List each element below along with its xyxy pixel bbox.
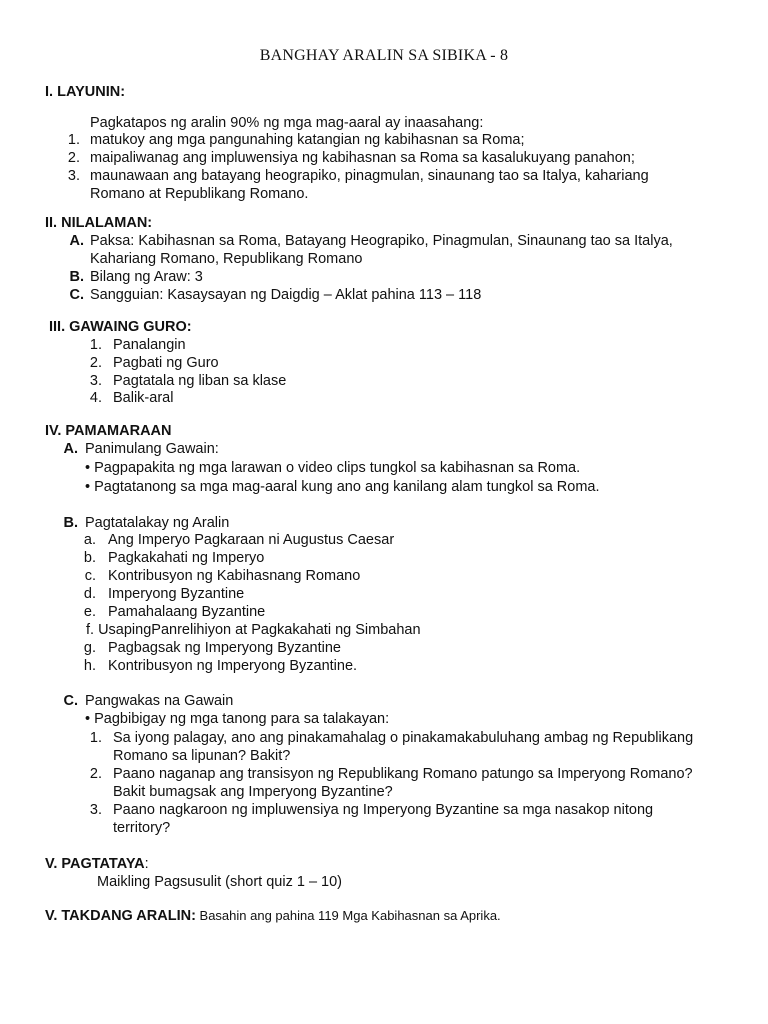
list-item-continued: Romano at Republikang Romano.	[90, 186, 309, 202]
list-number: 2.	[67, 150, 80, 166]
list-item: Paano naganap ang transisyon ng Republikang Romano patungo sa Imperyong Romano?	[113, 766, 693, 782]
list-item: Pagbagsak ng Imperyong Byzantine	[108, 640, 341, 656]
list-letter: h.	[83, 658, 96, 674]
list-item: f. UsapingPanrelihiyon at Pagkakahati ng Simbahan	[86, 622, 421, 638]
list-item: Sangguian: Kasaysayan ng Daigdig – Aklat pahina 113 – 118	[90, 287, 482, 303]
section-heading-takdang-aralin	[45, 907, 501, 925]
list-number: 3.	[67, 168, 80, 184]
section-heading-pagtataya-text: V. PAGTATAYA	[45, 856, 145, 872]
list-item: Sa iyong palagay, ano ang pinakamahalag o pinakamakabuluhang ambag ng Republikang	[113, 730, 694, 746]
list-item: Kontribusyon ng Imperyong Byzantine.	[108, 658, 358, 674]
bullet-item: • Pagtatanong sa mga mag-aaral kung ano ang kanilang alam tungkol sa Roma.	[85, 479, 600, 495]
list-number: 1.	[89, 337, 102, 353]
list-item: Paksa: Kabihasnan sa Roma, Batayang Heograpiko, Pinagmulan, Sinaunang tao sa Italya,	[90, 233, 673, 249]
list-item-continued: territory?	[113, 820, 171, 836]
subsection-label: Pangwakas na Gawain	[85, 693, 234, 709]
list-number: 1.	[89, 730, 102, 746]
list-item: Paano nagkaroon ng impluwensiya ng Imperyong Byzantine sa mga nasakop nitong	[113, 802, 654, 818]
subsection-label: Panimulang Gawain:	[85, 441, 219, 457]
bullet-item: • Pagbibigay ng mga tanong para sa talakayan:	[85, 711, 390, 727]
list-letter: b.	[83, 550, 96, 566]
section-heading-nilalaman: II. NILALAMAN:	[45, 215, 153, 231]
pagtataya-text: Maikling Pagsusulit (short quiz 1 – 10)	[97, 874, 343, 890]
document-title: BANGHAY ARALIN SA SIBIKA - 8	[259, 47, 509, 64]
list-letter: d.	[83, 586, 96, 602]
list-letter: a.	[83, 532, 96, 548]
list-letter: A.	[69, 233, 84, 249]
list-letter: e.	[83, 604, 96, 620]
list-item: Pamahalaang Byzantine	[108, 604, 266, 620]
list-number: 3.	[89, 802, 102, 818]
section-heading-takdang-aralin-text: V. TAKDANG ARALIN:	[45, 908, 196, 924]
bullet-item: • Pagpapakita ng mga larawan o video clips tungkol sa kabihasnan sa Roma.	[85, 460, 581, 476]
section-heading-layunin: I. LAYUNIN:	[45, 84, 126, 100]
list-letter: C.	[63, 693, 78, 709]
layunin-intro: Pagkatapos ng aralin 90% ng mga mag-aaral ay inaasahang:	[90, 115, 484, 131]
list-item: Bilang ng Araw: 3	[90, 269, 203, 285]
section-heading-gawaing-guro: III. GAWAING GURO:	[49, 319, 192, 335]
section-heading-pamamaraan: IV. PAMAMARAAN	[45, 423, 172, 439]
list-item: Imperyong Byzantine	[108, 586, 245, 602]
list-letter: B.	[63, 515, 78, 531]
list-item: maunawaan ang batayang heograpiko, pinagmulan, sinaunang tao sa Italya, kahariang	[90, 168, 649, 184]
list-item-continued: Kahariang Romano, Republikang Romano	[90, 251, 363, 267]
list-item: Pagtatala ng liban sa klase	[113, 373, 287, 389]
list-number: 2.	[89, 766, 102, 782]
list-item: Kontribusyon ng Kabihasnang Romano	[108, 568, 361, 584]
list-item: Pagkakahati ng Imperyo	[108, 550, 265, 566]
list-item-continued: Romano sa lipunan? Bakit?	[113, 748, 291, 764]
list-item: Balik-aral	[113, 390, 174, 406]
list-letter: B.	[69, 269, 84, 285]
list-item: Pagbati ng Guro	[113, 355, 219, 371]
list-number: 1.	[67, 132, 80, 148]
list-number: 3.	[89, 373, 102, 389]
list-item: Panalangin	[113, 337, 186, 353]
list-item-continued: Bakit bumagsak ang Imperyong Byzantine?	[113, 784, 393, 800]
heading-colon: :	[144, 856, 149, 872]
list-number: 2.	[89, 355, 102, 371]
list-letter: g.	[83, 640, 96, 656]
list-item: Ang Imperyo Pagkaraan ni Augustus Caesar	[108, 532, 395, 548]
subsection-label: Pagtatalakay ng Aralin	[85, 515, 230, 531]
list-item: maipaliwanag ang impluwensiya ng kabihasnan sa Roma sa kasalukuyang panahon;	[90, 150, 635, 166]
list-letter: c.	[84, 568, 96, 584]
list-item: matukoy ang mga pangunahing katangian ng kabihasnan sa Roma;	[90, 132, 525, 148]
list-letter: C.	[69, 287, 84, 303]
list-letter: A.	[63, 441, 78, 457]
section-heading-pagtataya	[45, 855, 149, 873]
list-number: 4.	[89, 390, 102, 406]
takdang-aralin-text: Basahin ang pahina 119 Mga Kabihasnan sa Aprika.	[195, 908, 501, 923]
